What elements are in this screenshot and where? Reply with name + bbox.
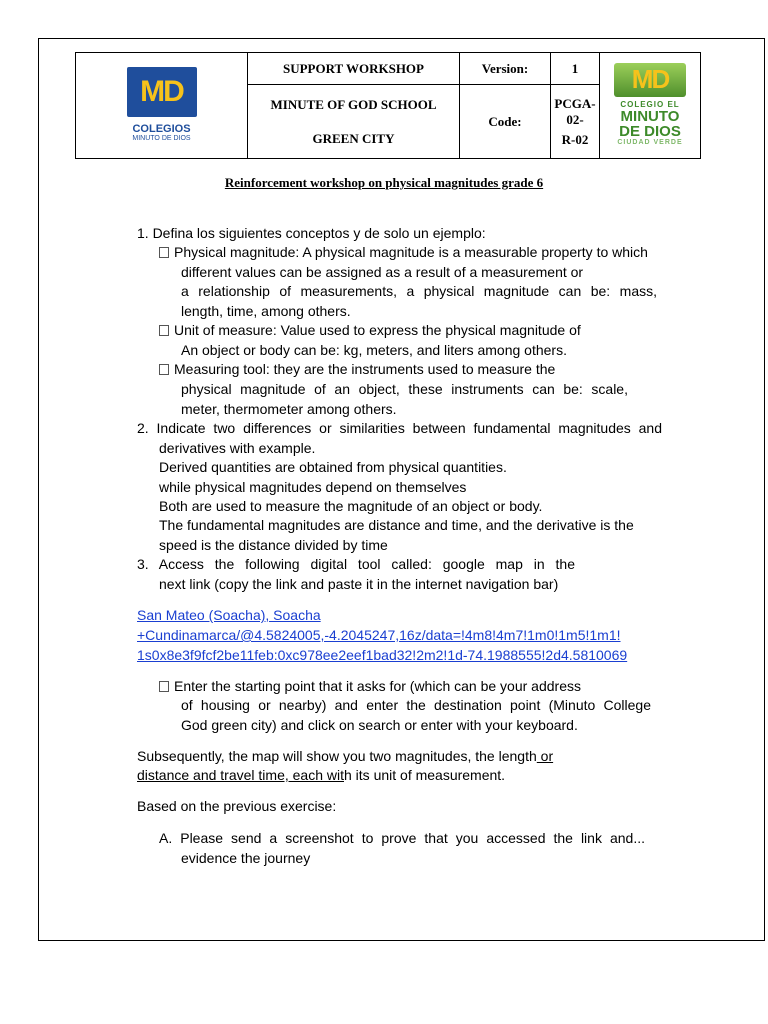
q1-bullet1-line3: a relationship of measurements, a physical magnitude can be: mass, xyxy=(181,283,657,299)
version-value: 1 xyxy=(551,53,600,85)
header-table xyxy=(75,52,701,159)
q1-bullet3-line2: physical magnitude of an object, these instruments can be: scale, xyxy=(181,381,628,397)
colegios-logo xyxy=(127,67,197,142)
bullet-icon xyxy=(159,247,169,258)
q2-line6: The fundamental magnitudes are distance and time, and the derivative is the xyxy=(159,517,634,533)
q1-bullet1-line2: different values can be assigned as a result of a measurement or xyxy=(181,264,584,280)
q1-bullet2-line2: An object or body can be: kg, meters, and liters among others. xyxy=(181,342,567,358)
q1-bullet1-line4: length, time, among others. xyxy=(181,303,351,319)
md-logo-icon: MD xyxy=(127,67,197,117)
logo-right-line2: MINUTO xyxy=(620,108,680,125)
q2-line1: 2. Indicate two differences or similarities between fundamental magnitudes and xyxy=(137,420,662,436)
q1-bullet2-line1: Unit of measure: Value used to express the physical magnitude of xyxy=(159,321,679,341)
q3-line2: next link (copy the link and paste it in the internet navigation bar) xyxy=(159,576,559,592)
instruction-line2: of housing or nearby) and enter the destination point (Minuto College xyxy=(181,697,651,713)
document-title: Reinforcement workshop on physical magnitudes grade 6 xyxy=(224,175,544,190)
q2-line5: Both are used to measure the magnitude of an object or body. xyxy=(159,498,543,514)
map-link-line1[interactable]: San Mateo (Soacha), Soacha xyxy=(137,607,321,623)
q3-line1: 3. Access the following digital tool called: google map in the xyxy=(137,556,575,572)
q1-bullet1-line1: Physical magnitude: A physical magnitude is a measurable property to which xyxy=(159,243,679,263)
bullet-icon xyxy=(159,364,169,375)
logo-right-line1: COLEGIO EL xyxy=(620,100,680,109)
subsequent-line2: distance and travel time, each with its unit of measurement. xyxy=(137,767,506,783)
map-link-line2[interactable]: +Cundinamarca/@4.5824005,-4.2045247,16z/data=!4m8!4m7!1m0!1m5!1m1! xyxy=(137,627,621,643)
based-on-text: Based on the previous exercise: xyxy=(137,798,337,814)
logo-caption: COLEGIOS xyxy=(132,123,191,135)
q2-line3: Derived quantities are obtained from physical quantities. xyxy=(159,459,507,475)
instruction-line3: God green city) and click on search or enter with your keyboard. xyxy=(181,717,578,733)
q1-bullet3-line3: meter, thermometer among others. xyxy=(181,401,397,417)
code-value xyxy=(551,85,600,159)
bullet-icon xyxy=(159,681,169,692)
q2-line4: while physical magnitudes depend on themselves xyxy=(159,479,467,495)
code-label: Code: xyxy=(460,85,551,159)
q1-heading: 1. Defina los siguientes conceptos y de solo un ejemplo: xyxy=(137,225,486,241)
map-link-line3[interactable]: 1s0x8e3f9fcf2be11feb:0xc978ee2eef1bad32!2m2!1d-74.1988555!2d4.5810069 xyxy=(137,647,628,663)
logo-right-line3: DE DIOS xyxy=(619,123,681,140)
code-value-line2: R-02 xyxy=(561,131,589,147)
bullet-icon xyxy=(159,325,169,336)
task-a-line1: A. Please send a screenshot to prove that you accessed the link and... xyxy=(159,830,645,846)
version-label: Version: xyxy=(460,53,551,85)
school-name-cell xyxy=(248,85,460,159)
q1-bullet3-line1: Measuring tool: they are the instruments used to measure the xyxy=(159,360,679,380)
subsequent-line1: Subsequently, the map will show you two magnitudes, the length or xyxy=(137,748,554,764)
logo-right-cell xyxy=(600,53,701,159)
task-a-line2: evidence the journey xyxy=(181,850,311,866)
school-name: MINUTE OF GOD SCHOOL xyxy=(270,96,437,112)
code-value-line1: PCGA-02- xyxy=(554,95,596,127)
md-green-logo-icon: MD xyxy=(614,63,686,97)
logo-right-line4: CIUDAD VERDE xyxy=(617,139,683,146)
school-city: GREEN CITY xyxy=(312,130,395,146)
logo-left-cell xyxy=(76,53,248,159)
instruction-line1: Enter the starting point that it asks for (which can be your address xyxy=(159,677,679,697)
logo-subcaption: MINUTO DE DIOS xyxy=(132,135,191,142)
q2-line2: derivatives with example. xyxy=(159,440,316,456)
minuto-de-dios-logo xyxy=(612,63,688,146)
q2-line7: speed is the distance divided by time xyxy=(159,537,388,553)
workshop-cell: SUPPORT WORKSHOP xyxy=(248,53,460,85)
